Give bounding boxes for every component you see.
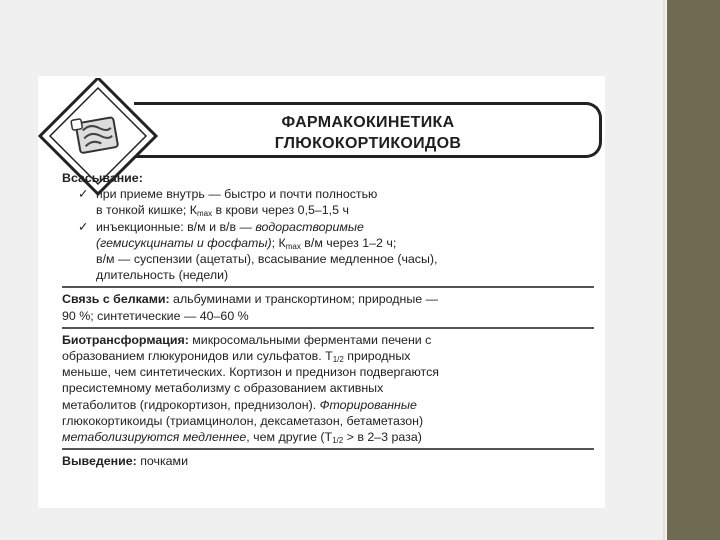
title-box	[134, 102, 602, 158]
checkmark-icon: ✓	[78, 187, 89, 202]
absorption-item-1-cont: в тонкой кишке; $К_{max}$ в крови через 0,5–1,5 ч	[96, 203, 349, 219]
biotransformation-line-4: пресистемному метаболизму с образованием активных	[62, 381, 384, 396]
sidebar-divider	[663, 0, 665, 540]
absorption-item-2-cont-3: длительность (недели)	[96, 268, 229, 283]
excretion-line: Выведение: почками	[62, 454, 189, 469]
absorption-item-1: ✓ при приеме внутрь — быстро и почти полностью	[78, 187, 378, 202]
title-line-2: ГЛЮКОКОРТИКОИДОВ	[274, 135, 462, 152]
protein-binding-line-1: Связь с белками: альбуминами и транскортином; природные —	[62, 292, 438, 307]
info-card	[38, 76, 605, 508]
title-line-1: ФАРМАКОКИНЕТИКА	[281, 114, 455, 131]
section-divider	[62, 327, 594, 329]
biotransformation-line-2: образованием глюкуронидов или сульфатов. $Т_{1/2}$ природных	[62, 349, 411, 365]
sidebar-band	[667, 0, 720, 540]
protein-binding-line-2: 90 %; синтетические — 40–60 %	[62, 308, 249, 323]
biotransformation-line-7: метаболизируются медленнее, чем другие ($Т_{1/2} > в$ 2–3 раза)	[62, 430, 422, 446]
absorption-item-2-cont: (гемисукцинаты и фосфаты); $К_{max}$ в/м через 1–2 ч;	[96, 235, 397, 251]
biotransformation-line-6: глюкокортикоиды (триамцинолон, дексаметазон, бетаметазон)	[62, 413, 424, 428]
page-title	[148, 105, 588, 161]
biotransformation-line-3: меньше, чем синтетических. Кортизон и преднизон подвергаются	[62, 365, 439, 380]
absorption-heading: Всасывание:	[62, 171, 143, 185]
absorption-item-2-cont-2: в/м — суспензии (ацетаты), всасывание медленное (часы),	[96, 252, 438, 267]
biotransformation-line-1: Биотрансформация: микросомальными ферментами печени с	[62, 332, 432, 347]
section-divider	[62, 286, 594, 288]
checkmark-icon: ✓	[78, 219, 89, 234]
biotransformation-line-5: метаболитов (гидрокортизон, преднизолон). Фторированные	[62, 397, 417, 412]
content-body	[62, 170, 602, 469]
absorption-item-2: ✓ инъекционные: в/м и в/в — водорастворимые	[78, 219, 364, 234]
section-divider	[62, 448, 594, 450]
